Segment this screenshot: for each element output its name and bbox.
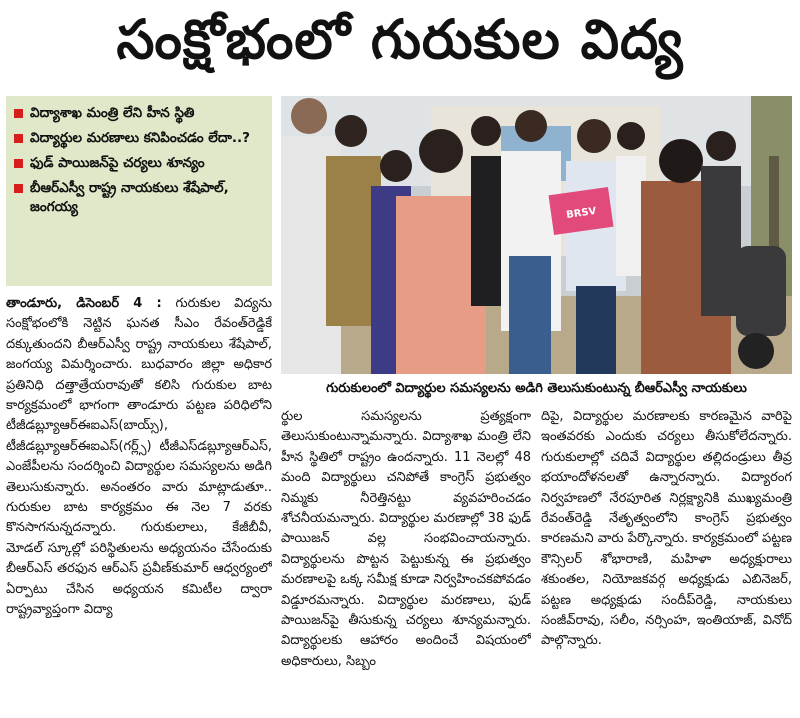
highlights-box	[6, 96, 272, 286]
article-text: ర్థుల సమస్యలను ప్రత్యక్షంగా తెలుసుకుంటున్నామన్నారు. విద్యాశాఖ మంత్రి లేని హీన స్థితిలో రాష్ట్రం ఉందన్నారు. 11 నెలల్లో 48 మంది విద్యార్థులు చనిపోతే కాంగ్రెస్ ప్రభుత్వం నిమ్మకు నీరెత్తినట్టు వ్యవహరించడం శోచనీయమన్నారు. విద్యార్థుల మరణాల్లో 38 ఫుడ్ పాయిజన్ వల్ల సంభవించాయన్నారు. విద్యార్థులను పొట్టన పెట్టుకున్న ఈ ప్రభుత్వం మరణాలపై ఒక్క సమీక్ష కూడా నిర్వహించకపోవడం విడ్డూరమన్నారు. విద్యార్థుల మరణాలు, ఫుడ్ పాయిజన్‌పై తీసుకున్న చర్యలు శూన్యమన్నారు. విద్యార్థులకు ఆహారం అందించే విషయంలో అధికారులు, సిబ్బం	[281, 409, 531, 669]
photo-caption: గురుకులంలో విద్యార్థుల సమస్యలను అడిగి తెలుసుకుంటున్న బీఆర్‌ఎస్వీ నాయకులు	[326, 381, 747, 396]
highlight-item	[14, 104, 264, 123]
article-column-1	[6, 294, 272, 712]
square-bullet-icon	[14, 184, 23, 193]
highlight-text: విద్యార్థుల మరణాలు కనిపించడం లేదా..?	[30, 130, 250, 146]
highlight-text: ఫుడ్ పాయిజన్‌పై చర్యలు శూన్యం	[30, 155, 205, 171]
headline: సంక్షోభంలో గురుకుల విద్య	[116, 7, 684, 71]
highlight-text: బీఆర్‌ఎస్వీ రాష్ట్ర నాయకులు శేషేపాల్, జంగయ్య	[30, 180, 229, 215]
highlight-item	[14, 129, 264, 148]
article-text: గురుకుల విద్యను సంక్షోభంలోకి నెట్టిన ఘనత సీఎం రేవంత్‌రెడ్డికే దక్కుతుందని బీఆర్‌ఎస్వీ రాష్ట్ర నాయకులు శేషేపాల్, జంగయ్య విమర్శించారు. బుధవారం జిల్లా అధికార ప్రతినిధి దత్తాత్రేయరావుతో కలిసి గురుకుల బాట కార్యక్రమంలో భాగంగా తాండూరు పట్టణ పరిధిలోని టీజీడబ్ల్యూఆర్‌ఈఐఎస్(బాయ్స్), టీజీడబ్ల్యూఆర్‌ఈఐఎస్(గర్ల్స్) టీజీఎస్‌డబ్ల్యూఆర్‌ఎస్, ఎంజేపీలను సందర్శించి విద్యార్థుల సమస్యలను అడిగి తెలుసుకున్నారు. అనంతరం వారు మాట్లాడుతూ.. గురుకుల బాట కార్యక్రమం ఈ నెల 7 వరకు కొనసాగనున్నదన్నారు. గురుకులాలు, కేజీబీవీ, మోడల్ స్కూల్లో పరిస్థితులను అధ్యయనం చేసేందుకు బీఆర్‌ఎస్ తరఫున ఆర్‌ఎస్ ప్రవీణ్‌కుమార్ ఆధ్వర్యంలో ఏర్పాటు చేసిన అధ్యయన కమిటీల ద్వారా రాష్ట్రవ్యాప్తంగా విద్యా	[6, 296, 272, 618]
square-bullet-icon	[14, 109, 23, 118]
square-bullet-icon	[14, 134, 23, 143]
placard-text: BRSV	[565, 205, 598, 222]
dateline: తాండూరు, డిసెంబర్ 4 :	[6, 296, 162, 311]
article-text: దిపై, విద్యార్థుల మరణాలకు కారణమైన వారిపై ఇంతవరకు ఎందుకు చర్యలు తీసుకోలేదన్నారు. గురుకులాల్లో చదివే విద్యార్థుల తల్లిదండ్రులు తీవ్ర భయాందోళనలతో ఉన్నారన్నారు. విద్యారంగ నిర్వహణలో నేరపూరిత నిర్లక్ష్యానికి ముఖ్యమంత్రి రేవంత్‌రెడ్డి నేతృత్వంలోని కాంగ్రెస్ ప్రభుత్వం కారణమని వారు పేర్కొన్నారు. కార్యక్రమంలో పట్టణ కౌన్సిలర్ శోభారాణి, మహిళా అధ్యక్షురాలు శకుంతల, నియోజకవర్గ అధ్యక్షుడు ఎబినెజర్, పట్టణ అధ్యక్షుడు సందీప్‌రెడ్డి, నాయకులు సంజీవ్‌రావు, సలీం, నర్సింహ, ఇంతియాజ్, వినోద్ పాల్గొన్నారు.	[541, 409, 792, 649]
article-column-2	[281, 407, 531, 713]
news-photo	[281, 96, 792, 374]
highlight-text: విద్యాశాఖ మంత్రి లేని హీన స్థితి	[30, 105, 195, 121]
square-bullet-icon	[14, 159, 23, 168]
article-column-3	[541, 407, 792, 713]
highlight-item	[14, 179, 264, 217]
highlight-item	[14, 154, 264, 173]
